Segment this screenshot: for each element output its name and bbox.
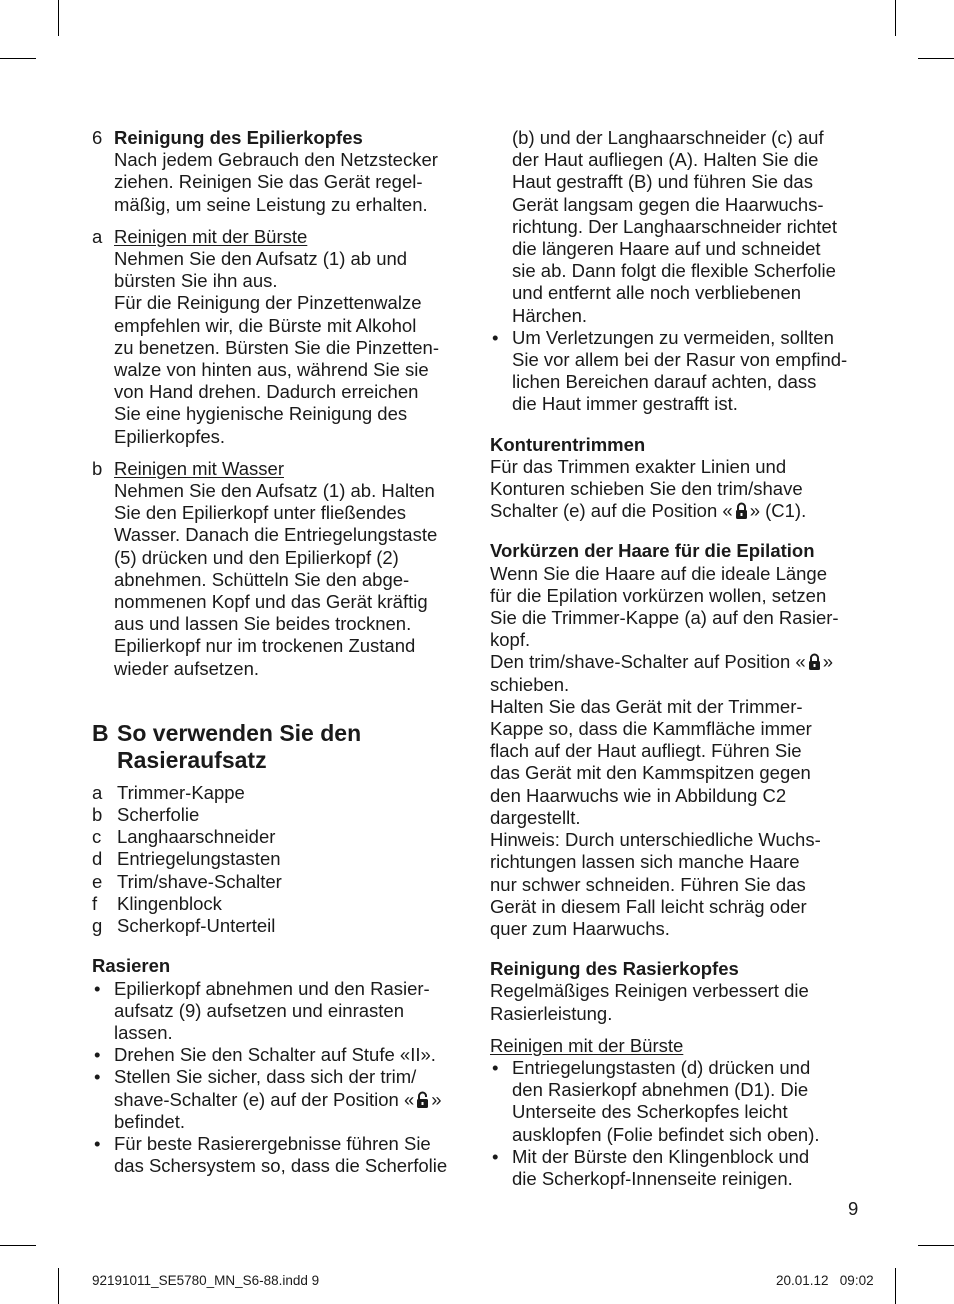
text-line: mäßig, um seine Leistung zu erhalten. <box>114 193 428 215</box>
text-line: Rasierleistung. <box>490 1002 613 1024</box>
text-line <box>490 651 868 673</box>
text-line: Sie den Epilierkopf unter fließendes <box>114 502 407 524</box>
text-line: Epilierkopfes. <box>114 425 226 447</box>
text-line: nommenen Kopf und das Gerät kräftig <box>114 591 428 613</box>
section-letter: B <box>92 719 109 746</box>
crop-mark <box>58 0 59 36</box>
text-line: Halten Sie das Gerät mit der Trimmer- <box>490 695 803 717</box>
text-fragment: » <box>822 651 833 673</box>
text-line: Gerät langsam gegen die Haarwuchs- <box>512 193 824 215</box>
list-item <box>92 893 470 915</box>
text-line: sie ab. Dann folgt die flexible Scherfolie <box>512 260 836 282</box>
list-text: Klingenblock <box>117 892 222 914</box>
subsection-letter: b <box>92 457 103 479</box>
text-line: dargestellt. <box>490 806 581 828</box>
bullet-item <box>490 1146 868 1190</box>
list-letter: c <box>92 826 102 848</box>
text-line: befindet. <box>114 1110 185 1132</box>
bullet-item <box>490 327 868 416</box>
text-line: kopf. <box>490 629 531 651</box>
text-line: Epilierkopf abnehmen und den Rasier- <box>114 977 430 999</box>
bullet-glyph: • <box>492 1056 499 1078</box>
section-6 <box>92 127 470 216</box>
text-fragment: » <box>431 1088 442 1110</box>
text-line: den Haarwuchs wie in Abbildung C2 <box>490 784 787 806</box>
subsection-heading: Reinigen mit der Bürste <box>114 225 308 247</box>
subsection-heading: Reinigen mit der Bürste <box>490 1034 684 1056</box>
section-title: Rasieraufsatz <box>117 746 267 773</box>
continued-text <box>490 127 868 327</box>
text-line: flach auf der Haut aufliegt. Führen Sie <box>490 740 802 762</box>
text-line: nur schwer schneiden. Führen Sie das <box>490 873 806 895</box>
section-heading: Konturentrimmen <box>490 433 646 455</box>
text-line: Mit der Bürste den Klingenblock und <box>512 1145 810 1167</box>
text-line: und entfernt alle noch verbliebenen <box>512 282 802 304</box>
text-line: schieben. <box>490 673 570 695</box>
crop-mark <box>0 58 36 59</box>
section-number: 6 <box>92 127 103 148</box>
subsection-letter: a <box>92 225 103 247</box>
list-letter: d <box>92 848 103 870</box>
crop-mark <box>918 1245 954 1246</box>
list-item <box>92 782 470 804</box>
text-line: das Schersystem so, dass die Scherfolie <box>114 1155 448 1177</box>
bullet-item <box>92 1044 470 1066</box>
bullet-glyph: • <box>94 1044 101 1066</box>
page-number: 9 <box>848 1198 859 1219</box>
lock-closed-icon <box>735 502 748 520</box>
text-line: die Haut immer gestrafft ist. <box>512 393 738 415</box>
text-line: Sie vor allem bei der Rasur von empfind- <box>512 349 848 371</box>
crop-mark <box>895 0 896 36</box>
text-line: der Haut aufliegen (A). Halten Sie die <box>512 149 819 171</box>
list-letter: a <box>92 781 103 803</box>
list-text: Trimmer-Kappe <box>117 781 245 803</box>
text-line: Sie die Trimmer-Kappe (a) auf den Rasier- <box>490 607 839 629</box>
crop-mark <box>895 1268 896 1304</box>
text-line: Konturen schieben Sie den trim/shave <box>490 478 803 500</box>
text-line: Wasser. Danach die Entriegelungstaste <box>114 524 438 546</box>
bullet-item <box>490 1057 868 1146</box>
text-line: Kappe so, dass die Kammfläche immer <box>490 718 812 740</box>
section-title: So verwenden Sie den <box>117 719 362 746</box>
left-column <box>92 127 470 1177</box>
text-line: den Rasierkopf abnehmen (D1). Die <box>512 1079 809 1101</box>
text-line: Für beste Rasierergebnisse führen Sie <box>114 1132 431 1154</box>
list-letter: b <box>92 804 103 826</box>
list-item <box>92 848 470 870</box>
text-line: Um Verletzungen zu vermeiden, sollten <box>512 326 834 348</box>
text-line: walze von hinten aus, während Sie sie <box>114 359 429 381</box>
list-text: Entriegelungstasten <box>117 848 281 870</box>
text-line: die Scherkopf-Innenseite reinigen. <box>512 1167 793 1189</box>
subsection-b <box>92 458 470 680</box>
text-fragment: » (C1). <box>749 500 807 522</box>
text-line: Nach jedem Gebrauch den Netzstecker <box>114 149 438 171</box>
bullet-item <box>92 1066 470 1133</box>
text-line: Wenn Sie die Haare auf die ideale Länge <box>490 562 828 584</box>
text-line: von Hand drehen. Dadurch erreichen <box>114 381 419 403</box>
subsection-a <box>92 226 470 448</box>
text-line: Für das Trimmen exakter Linien und <box>490 455 787 477</box>
section-heading: Reinigung des Epilierkopfes <box>114 127 363 148</box>
lock-open-icon <box>416 1091 429 1109</box>
text-line: Nehmen Sie den Aufsatz (1) ab und <box>114 248 408 270</box>
footer-file-info: 92191011_SE5780_MN_S6-88.indd 9 <box>92 1273 320 1288</box>
text-line: Hinweis: Durch unterschiedliche Wuchs- <box>490 829 821 851</box>
text-line: ausklopfen (Folie befindet sich oben). <box>512 1123 820 1145</box>
right-column <box>490 127 868 1190</box>
parts-list <box>92 782 470 937</box>
text-line: Unterseite des Scherkopfes leicht <box>512 1101 788 1123</box>
bullet-item <box>92 978 470 1045</box>
text-line <box>490 500 868 522</box>
list-text: Langhaarschneider <box>117 826 276 848</box>
text-line: richtungen lassen sich manche Haare <box>490 851 800 873</box>
list-item <box>92 826 470 848</box>
section-b-heading <box>92 720 470 774</box>
bullet-glyph: • <box>94 1132 101 1154</box>
text-line: Entriegelungstasten (d) drücken und <box>512 1056 811 1078</box>
crop-mark <box>58 1268 59 1304</box>
list-letter: f <box>92 892 98 914</box>
list-letter: g <box>92 915 103 937</box>
list-item <box>92 871 470 893</box>
text-fragment: shave-Schalter (e) auf der Position « <box>114 1088 415 1110</box>
text-line: abnehmen. Schütteln Sie den abge- <box>114 568 410 590</box>
text-line: aus und lassen Sie beides trocknen. <box>114 613 412 635</box>
list-item <box>92 804 470 826</box>
text-line: (b) und der Langhaarschneider (c) auf <box>512 127 824 148</box>
list-text: Scherkopf-Unterteil <box>117 915 276 937</box>
text-line: Drehen Sie den Schalter auf Stufe «II». <box>114 1044 436 1066</box>
crop-mark <box>918 58 954 59</box>
text-line: ziehen. Reinigen Sie das Gerät regel- <box>114 171 423 193</box>
text-line: zu benetzen. Bürsten Sie die Pinzetten- <box>114 336 439 358</box>
bullet-glyph: • <box>492 326 499 348</box>
text-line: lassen. <box>114 1021 173 1043</box>
subsection-heading: Reinigen mit Wasser <box>114 457 284 479</box>
text-line: Regelmäßiges Reinigen verbessert die <box>490 980 809 1002</box>
text-line: quer zum Haarwuchs. <box>490 917 670 939</box>
text-line: empfehlen wir, die Bürste mit Alkohol <box>114 314 417 336</box>
section-heading: Rasieren <box>92 955 171 977</box>
text-fragment: Schalter (e) auf die Position « <box>490 500 733 522</box>
text-line: Für die Reinigung der Pinzettenwalze <box>114 292 422 314</box>
text-line: Sie eine hygienische Reinigung des <box>114 403 408 425</box>
text-fragment: Den trim/shave-Schalter auf Position « <box>490 651 806 673</box>
text-line: wieder aufsetzen. <box>114 657 260 679</box>
text-line: bürsten Sie ihn aus. <box>114 270 278 292</box>
text-line: Haut gestrafft (B) und führen Sie das <box>512 171 813 193</box>
text-line: Epilierkopf nur im trockenen Zustand <box>114 635 416 657</box>
bullet-glyph: • <box>492 1145 499 1167</box>
list-text: Scherfolie <box>117 804 200 826</box>
list-text: Trim/shave-Schalter <box>117 870 282 892</box>
text-line: die längeren Haare auf und schneidet <box>512 238 821 260</box>
text-line: Härchen. <box>512 304 588 326</box>
text-line <box>114 1089 470 1111</box>
text-line: für die Epilation vorkürzen wollen, setzen <box>490 584 827 606</box>
footer-date-time: 20.01.12 09:02 <box>776 1273 874 1288</box>
text-line: Nehmen Sie den Aufsatz (1) ab. Halten <box>114 480 435 502</box>
section-heading: Vorkürzen der Haare für die Epilation <box>490 540 815 562</box>
text-line: aufsatz (9) aufsetzen und einrasten <box>114 999 405 1021</box>
section-heading: Reinigung des Rasierkopfes <box>490 958 739 980</box>
text-line: Gerät in diesem Fall leicht schräg oder <box>490 895 807 917</box>
bullet-item <box>92 1133 470 1177</box>
text-line: Stellen Sie sicher, dass sich der trim/ <box>114 1066 417 1088</box>
list-item <box>92 915 470 937</box>
crop-mark <box>0 1245 36 1246</box>
text-line: das Gerät mit den Kammspitzen gegen <box>490 762 811 784</box>
list-letter: e <box>92 870 103 892</box>
text-line: lichen Bereichen darauf achten, dass <box>512 371 817 393</box>
text-line: (5) drücken und den Epilierkopf (2) <box>114 546 399 568</box>
text-line: richtung. Der Langhaarschneider richtet <box>512 215 837 237</box>
bullet-glyph: • <box>94 977 101 999</box>
bullet-glyph: • <box>94 1066 101 1088</box>
lock-closed-icon <box>808 653 821 671</box>
